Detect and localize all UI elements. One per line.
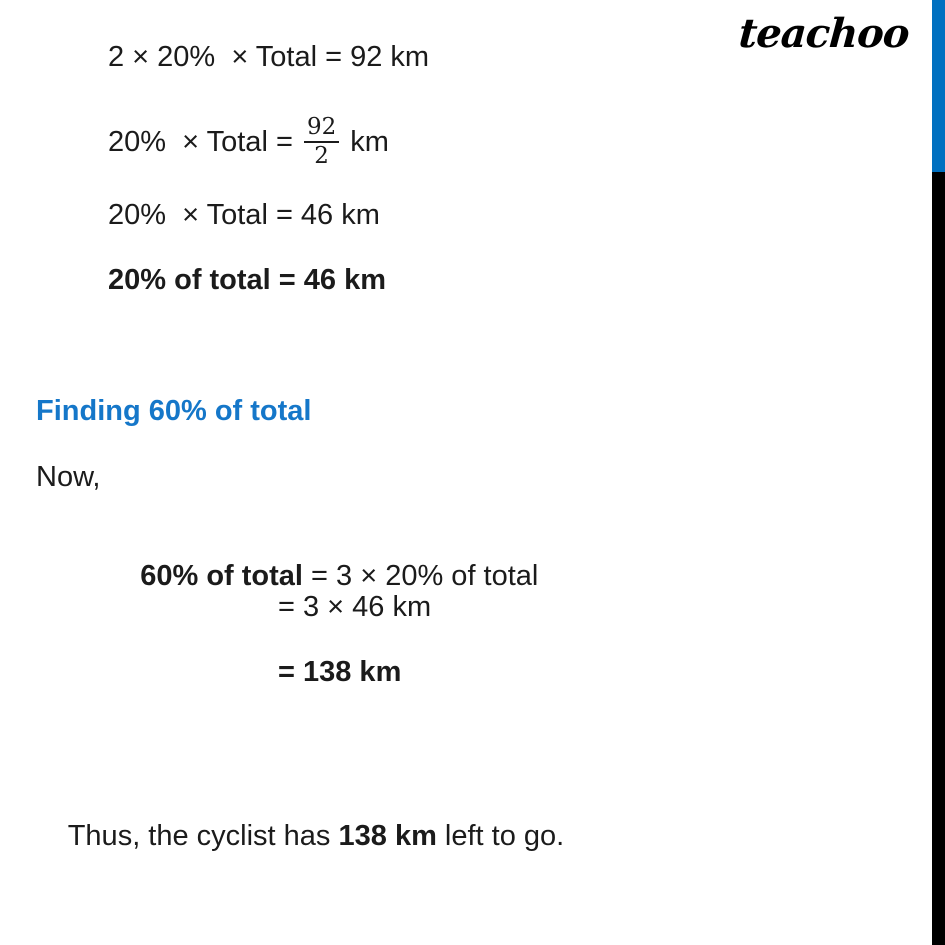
section-heading xyxy=(36,394,312,429)
equation-line-6 xyxy=(278,590,431,625)
conclusion-bold-value: 138 km xyxy=(338,819,437,852)
conclusion-suffix: left to go. xyxy=(436,819,565,852)
teachoo-logo: teachoo xyxy=(737,10,911,57)
equation-line-1 xyxy=(108,40,429,75)
equation-line-2-suffix: km xyxy=(342,125,389,158)
equation-line-3 xyxy=(108,198,380,233)
conclusion-prefix: Thus, the cyclist has xyxy=(67,819,339,852)
equation-line-7-text: = 138 km xyxy=(278,656,402,688)
now-label xyxy=(36,460,100,495)
fraction-92-over-2 xyxy=(304,115,339,170)
equation-line-6-text: = 3 × 46 km xyxy=(278,591,432,623)
equation-line-5-rest: = 3 × 20% of total xyxy=(302,559,539,592)
equation-line-5-bold: 60% of total xyxy=(140,559,303,592)
fraction-denominator: 2 xyxy=(314,143,329,169)
equation-line-2-prefix: 20% × Total = xyxy=(108,125,301,158)
equation-line-2 xyxy=(108,106,389,178)
section-heading-text: Finding 60% of total xyxy=(36,395,312,427)
right-edge-blue-bar xyxy=(932,0,945,172)
equation-line-7-result xyxy=(278,655,401,690)
fraction-numerator: 92 xyxy=(304,115,339,143)
equation-line-1-text: 2 × 20% × Total = 92 km xyxy=(108,41,430,73)
equation-line-4-result xyxy=(108,263,386,298)
equation-line-3-text: 20% × Total = 46 km xyxy=(108,199,380,231)
equation-line-4-text: 20% of total = 46 km xyxy=(108,264,387,296)
right-edge-black-bar xyxy=(932,172,945,945)
now-label-text: Now, xyxy=(36,461,101,493)
conclusion-line xyxy=(36,784,564,888)
